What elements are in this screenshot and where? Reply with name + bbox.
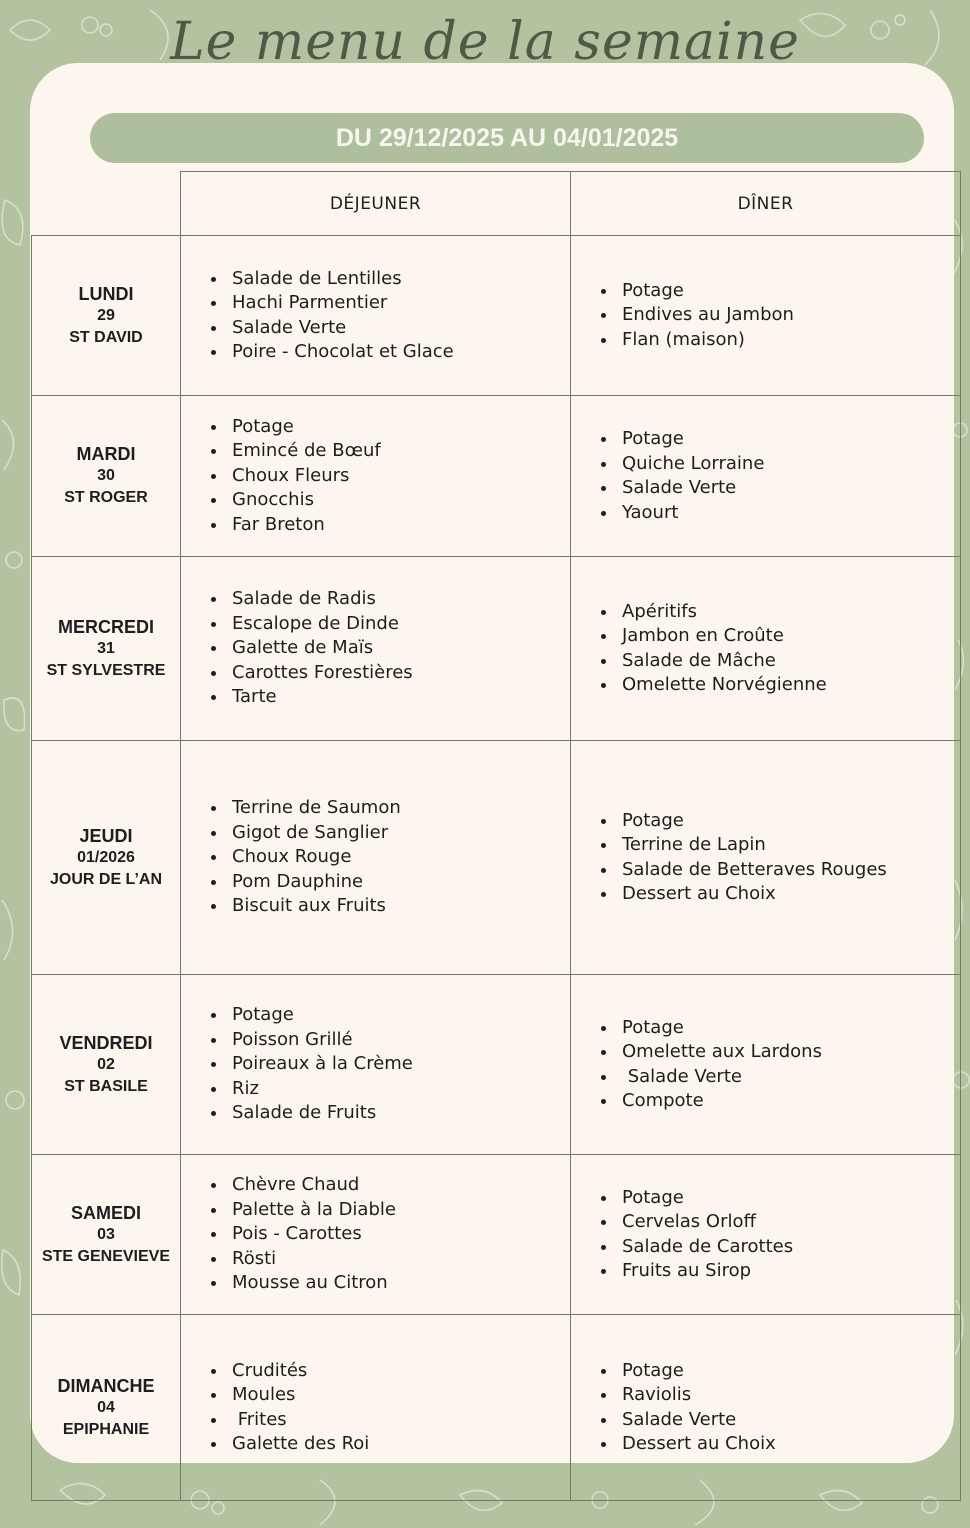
day-row <box>32 741 961 975</box>
lunch-list <box>181 796 570 919</box>
dinner-list <box>571 809 960 907</box>
dish-item: • Emincé de Bœuf <box>228 439 570 464</box>
dish-item: • Potage <box>228 1003 570 1028</box>
dish-item: • Salade de Lentilles <box>228 267 570 292</box>
dish-item: • Gnocchis <box>228 488 570 513</box>
dish-item: • Frites <box>228 1408 570 1433</box>
lunch-cell <box>181 1315 571 1501</box>
lunch-cell <box>181 741 571 975</box>
day-row <box>32 396 961 557</box>
day-number: 30 <box>97 467 115 484</box>
day-name: MERCREDI <box>57 616 154 637</box>
saint-name: ST SYLVESTRE <box>46 661 166 679</box>
day-number: 31 <box>97 639 115 657</box>
lunch-cell <box>181 396 571 557</box>
dish-item: • Raviolis <box>618 1383 960 1408</box>
dish-item: • Dessert au Choix <box>618 882 960 907</box>
dinner-list <box>571 600 960 698</box>
day-name: SAMEDI <box>70 1202 141 1223</box>
dish-item: • Potage <box>618 427 960 452</box>
dinner-cell <box>571 396 961 557</box>
dish-item: • Terrine de Lapin <box>618 833 960 858</box>
table-header-row <box>32 172 961 236</box>
day-cell <box>32 741 181 975</box>
lunch-cell <box>181 975 571 1155</box>
day-cell <box>32 1155 181 1315</box>
dinner-cell <box>571 557 961 741</box>
day-name: JEUDI <box>79 825 133 846</box>
dinner-cell <box>571 1315 961 1501</box>
lunch-list <box>181 415 570 538</box>
day-row <box>32 975 961 1155</box>
dinner-cell <box>571 1155 961 1315</box>
day-row <box>32 1155 961 1315</box>
dish-item: • Palette à la Diable <box>228 1198 570 1223</box>
dinner-cell <box>571 741 961 975</box>
lunch-list <box>181 1003 570 1126</box>
dinner-list <box>571 1016 960 1114</box>
day-cell <box>32 396 181 557</box>
dish-item: • Moules <box>228 1383 570 1408</box>
day-name: MARDI <box>76 444 136 464</box>
dish-item: • Mousse au Citron <box>228 1271 570 1296</box>
dish-item: • Chèvre Chaud <box>228 1173 570 1198</box>
dish-item: • Salade Verte <box>228 316 570 341</box>
dinner-list <box>571 427 960 525</box>
dish-item: • Crudités <box>228 1359 570 1384</box>
dish-item: • Potage <box>618 809 960 834</box>
day-number: 03 <box>97 1225 115 1243</box>
day-row <box>32 236 961 396</box>
dish-item: • Cervelas Orloff <box>618 1210 960 1235</box>
saint-name: JOUR DE L’AN <box>49 870 162 888</box>
dish-item: • Omelette Norvégienne <box>618 673 960 698</box>
dish-item: • Salade de Radis <box>228 587 570 612</box>
dish-item: • Yaourt <box>618 501 960 526</box>
dish-item: • Quiche Lorraine <box>618 452 960 477</box>
dish-item: • Riz <box>228 1077 570 1102</box>
dish-item: • Galette des Roi <box>228 1432 570 1457</box>
lunch-list <box>181 267 570 365</box>
dish-item: • Far Breton <box>228 513 570 538</box>
dish-item: • Compote <box>618 1089 960 1114</box>
dinner-column-header: DÎNER <box>571 172 961 236</box>
dish-item: • Salade Verte <box>618 1408 960 1433</box>
dish-item: • Salade de Carottes <box>618 1235 960 1260</box>
dish-item: • Potage <box>618 1186 960 1211</box>
dish-item: • Biscuit aux Fruits <box>228 894 570 919</box>
date-range-banner: DU 29/12/2025 AU 04/01/2025 <box>90 113 924 163</box>
dish-item: • Choux Rouge <box>228 845 570 870</box>
lunch-list <box>181 1173 570 1296</box>
menu-body <box>32 236 961 1501</box>
dish-item: • Flan (maison) <box>618 328 960 353</box>
lunch-cell <box>181 236 571 396</box>
day-number: 02 <box>97 1055 115 1073</box>
lunch-cell <box>181 1155 571 1315</box>
dish-item: • Choux Fleurs <box>228 464 570 489</box>
dish-item: • Pois - Carottes <box>228 1222 570 1247</box>
lunch-cell <box>181 557 571 741</box>
lunch-list <box>181 587 570 710</box>
dish-item: • Potage <box>618 1359 960 1384</box>
day-name: LUNDI <box>78 283 134 304</box>
dish-item: • Terrine de Saumon <box>228 796 570 821</box>
dish-item: • Salade de Fruits <box>228 1101 570 1126</box>
dish-item: • Jambon en Croûte <box>618 624 960 649</box>
dish-item: • Potage <box>618 1016 960 1041</box>
dish-item: • Hachi Parmentier <box>228 291 570 316</box>
saint-name: EPIPHANIE <box>62 1420 150 1438</box>
day-name: VENDREDI <box>59 1032 153 1053</box>
dish-item: • Omelette aux Lardons <box>618 1040 960 1065</box>
day-cell <box>32 236 181 396</box>
dish-item: • Salade Verte <box>618 476 960 501</box>
weekly-menu-table <box>31 171 961 1501</box>
day-name: DIMANCHE <box>57 1375 155 1396</box>
dish-item: • Poireaux à la Crème <box>228 1052 570 1077</box>
day-number: 04 <box>97 1398 115 1416</box>
dish-item: • Apéritifs <box>618 600 960 625</box>
lunch-column-header: DÉJEUNER <box>181 172 571 236</box>
dish-item: • Escalope de Dinde <box>228 612 570 637</box>
page-title: Le menu de la semaine <box>170 12 800 72</box>
day-cell <box>32 975 181 1155</box>
dish-item: • Dessert au Choix <box>618 1432 960 1457</box>
saint-name: STE GENEVIEVE <box>41 1247 171 1265</box>
dish-item: • Galette de Maïs <box>228 636 570 661</box>
dinner-list <box>571 1186 960 1284</box>
dish-item: • Fruits au Sirop <box>618 1259 960 1284</box>
day-number: 29 <box>97 306 115 324</box>
day-row <box>32 557 961 741</box>
dish-item: • Salade de Mâche <box>618 649 960 674</box>
corner-cell <box>32 172 181 236</box>
dish-item: • Carottes Forestières <box>228 661 570 686</box>
dish-item: • Salade de Betteraves Rouges <box>618 858 960 883</box>
dinner-cell <box>571 975 961 1155</box>
dinner-cell <box>571 236 961 396</box>
day-cell <box>32 557 181 741</box>
dinner-list <box>571 279 960 353</box>
dish-item: • Salade Verte <box>618 1065 960 1090</box>
dish-item: • Potage <box>618 279 960 304</box>
dish-item: • Poisson Grillé <box>228 1028 570 1053</box>
day-cell <box>32 1315 181 1501</box>
saint-name: ST ROGER <box>64 489 148 506</box>
dish-item: • Tarte <box>228 685 570 710</box>
saint-name: ST BASILE <box>64 1077 148 1095</box>
dish-item: • Poire - Chocolat et Glace <box>228 340 570 365</box>
dish-item: • Potage <box>228 415 570 440</box>
day-row <box>32 1315 961 1501</box>
dinner-list <box>571 1359 960 1457</box>
dish-item: • Rösti <box>228 1247 570 1272</box>
dish-item: • Pom Dauphine <box>228 870 570 895</box>
day-number: 01/2026 <box>77 848 135 866</box>
dish-item: • Gigot de Sanglier <box>228 821 570 846</box>
saint-name: ST DAVID <box>69 328 143 346</box>
dish-item: • Endives au Jambon <box>618 303 960 328</box>
lunch-list <box>181 1359 570 1457</box>
